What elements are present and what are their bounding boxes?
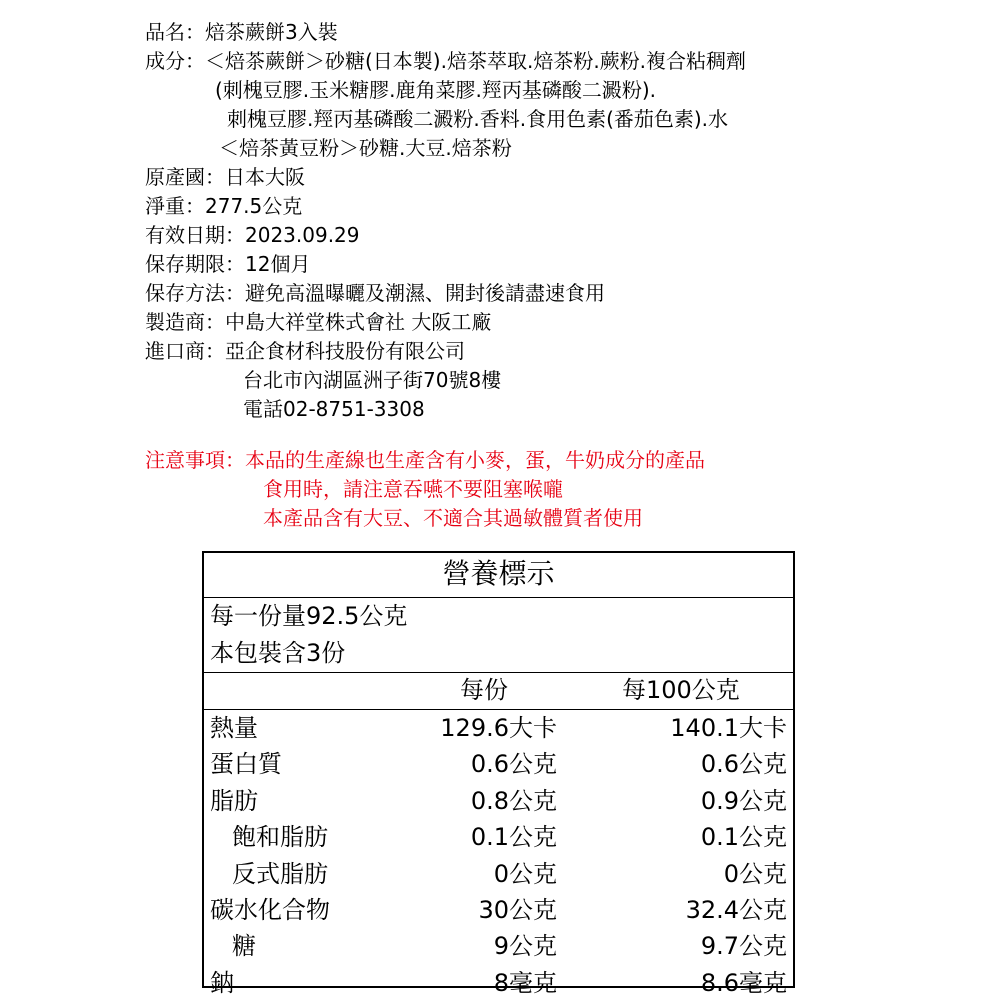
per-serving-value: 0.8公克 xyxy=(470,786,557,815)
origin-line: 原產國：日本大阪 xyxy=(145,165,305,189)
ingredients-line: ＜焙茶黃豆粉＞砂糖.大豆.焙茶粉 xyxy=(219,136,512,160)
importer-address-line: 台北市內湖區洲子街70號8樓 xyxy=(243,368,502,392)
nutrient-name: 蛋白質 xyxy=(210,750,282,779)
per-serving-value: 0公克 xyxy=(493,859,557,888)
nutrient-name: 鈉 xyxy=(210,968,234,997)
nutrition-row-carbohydrate xyxy=(204,892,793,928)
nutrition-row-saturated-fat xyxy=(204,819,793,855)
net-weight-line: 淨重：277.5公克 xyxy=(145,194,303,218)
col-per-100g: 每100公克 xyxy=(622,676,740,704)
warning-line: 本產品含有大豆、不適合其過敏體質者使用 xyxy=(263,506,643,530)
per-100g-value: 0.1公克 xyxy=(700,823,787,852)
warning-line: 食用時，請注意吞嚥不要阻塞喉嚨 xyxy=(263,477,563,501)
per-100g-value: 0.6公克 xyxy=(700,750,787,779)
expiry-date-line: 有效日期：2023.09.29 xyxy=(145,223,360,247)
nutrition-row-sugar xyxy=(204,928,793,964)
importer-line: 進口商：亞企食材科技股份有限公司 xyxy=(145,339,465,363)
nutrition-row-sodium xyxy=(204,965,793,1001)
nutrient-name: 熱量 xyxy=(210,714,258,742)
per-serving-value: 8毫克 xyxy=(493,968,557,997)
nutrition-row-fat xyxy=(204,783,793,819)
nutrient-name: 糖 xyxy=(232,932,256,961)
nutrient-name: 脂肪 xyxy=(210,786,258,815)
per-100g-value: 8.6毫克 xyxy=(700,968,787,997)
nutrient-name: 飽和脂肪 xyxy=(232,823,328,852)
per-100g-value: 0.9公克 xyxy=(700,786,787,815)
per-serving-value: 0.1公克 xyxy=(470,823,557,852)
ingredients-line: 成分：＜焙茶蕨餅＞砂糖(日本製).焙茶萃取.焙茶粉.蕨粉.複合粘稠劑 xyxy=(145,49,747,73)
per-serving-value: 9公克 xyxy=(493,932,557,961)
servings-per-package: 本包裝含3份 xyxy=(204,635,793,673)
product-info xyxy=(145,18,746,424)
shelf-life-line: 保存期限：12個月 xyxy=(145,252,311,276)
warning-notice xyxy=(145,446,705,533)
manufacturer-line: 製造商：中島大祥堂株式會社 大阪工廠 xyxy=(145,310,492,334)
nutrient-name: 反式脂肪 xyxy=(232,859,328,888)
product-name-line: 品名：焙茶蕨餅3入裝 xyxy=(145,20,338,44)
storage-line: 保存方法：避免高溫曝曬及潮濕、開封後請盡速食用 xyxy=(145,281,605,305)
nutrition-title: 營養標示 xyxy=(204,553,793,598)
per-100g-value: 32.4公克 xyxy=(685,895,787,924)
nutrition-row-energy xyxy=(204,710,793,746)
per-100g-value: 140.1大卡 xyxy=(670,714,787,742)
per-serving-value: 129.6大卡 xyxy=(440,714,557,742)
col-per-serving: 每份 xyxy=(460,676,508,704)
nutrition-header-row xyxy=(204,673,793,710)
per-100g-value: 9.7公克 xyxy=(700,932,787,961)
ingredients-line: 刺槐豆膠.羥丙基磷酸二澱粉.香料.食用色素(番茄色素).水 xyxy=(227,107,729,131)
importer-phone-line: 電話02-8751-3308 xyxy=(243,397,425,421)
nutrition-table xyxy=(202,551,795,997)
serving-size: 每一份量92.5公克 xyxy=(210,602,408,630)
per-serving-value: 30公克 xyxy=(478,895,557,924)
nutrition-row-trans-fat xyxy=(204,856,793,892)
per-serving-value: 0.6公克 xyxy=(470,750,557,779)
nutrition-row-protein xyxy=(204,746,793,782)
nutrient-name: 碳水化合物 xyxy=(210,895,330,924)
ingredients-line: (刺槐豆膠.玉米糖膠.鹿角菜膠.羥丙基磷酸二澱粉). xyxy=(215,78,657,102)
per-100g-value: 0公克 xyxy=(723,859,787,888)
warning-line: 注意事項：本品的生產線也生產含有小麥，蛋，牛奶成分的產品 xyxy=(145,448,705,472)
